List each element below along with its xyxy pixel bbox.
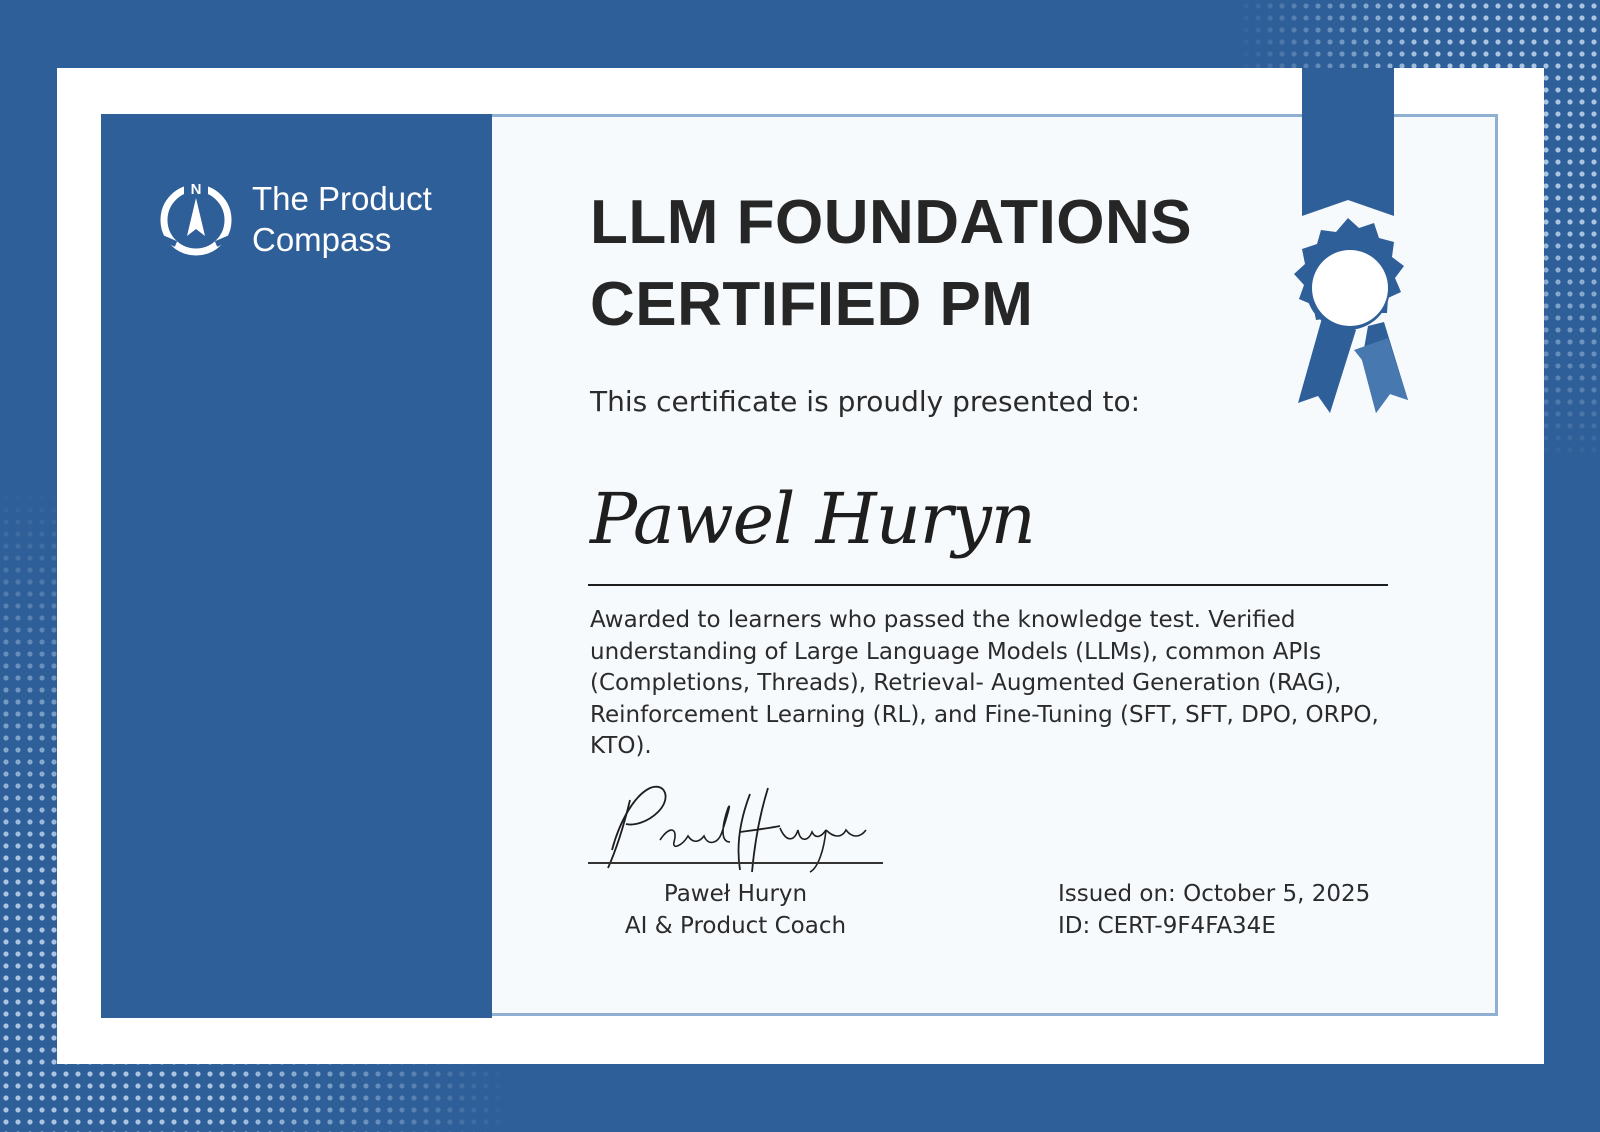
certificate-title bbox=[590, 182, 1270, 346]
recipient-name: Pawel Huryn bbox=[590, 478, 1035, 560]
issued-label: Issued on: bbox=[1058, 881, 1176, 907]
brand-sidebar bbox=[101, 114, 492, 1018]
compass-icon bbox=[156, 178, 236, 258]
brand-name-line2: Compass bbox=[252, 221, 392, 258]
issued-date: October 5, 2025 bbox=[1183, 881, 1371, 907]
id-label: ID: bbox=[1058, 913, 1091, 939]
brand-name-line1: The Product bbox=[252, 180, 432, 217]
signer-block bbox=[588, 878, 883, 942]
signer-name: Paweł Huryn bbox=[663, 881, 808, 907]
title-line1: LLM FOUNDATIONS bbox=[590, 188, 1193, 257]
presented-to-text: This certificate is proudly presented to: bbox=[590, 385, 1141, 418]
issued-on-row bbox=[1058, 878, 1418, 910]
brand-name bbox=[252, 178, 482, 260]
signer-role: AI & Product Coach bbox=[624, 913, 847, 939]
compass-n-letter: N bbox=[190, 181, 202, 198]
issue-details bbox=[1058, 878, 1418, 942]
title-line2: CERTIFIED PM bbox=[590, 270, 1034, 339]
certificate-id: CERT-9F4FA34E bbox=[1097, 913, 1276, 939]
signature-line bbox=[588, 862, 883, 864]
award-ribbon-icon bbox=[1270, 68, 1430, 418]
handwritten-signature bbox=[590, 780, 890, 875]
certificate-id-row bbox=[1058, 910, 1418, 942]
recipient-underline bbox=[588, 584, 1388, 586]
certificate-description: Awarded to learners who passed the knowledge test. Verified understanding of Large Language Models (LLMs), common APIs (Completions, Threads), Retrieval- Augmented Generation (RAG), Reinforcement Learning (RL), and Fine-Tuning (SFT, SFT, DPO, ORPO, KTO). bbox=[590, 607, 1379, 759]
